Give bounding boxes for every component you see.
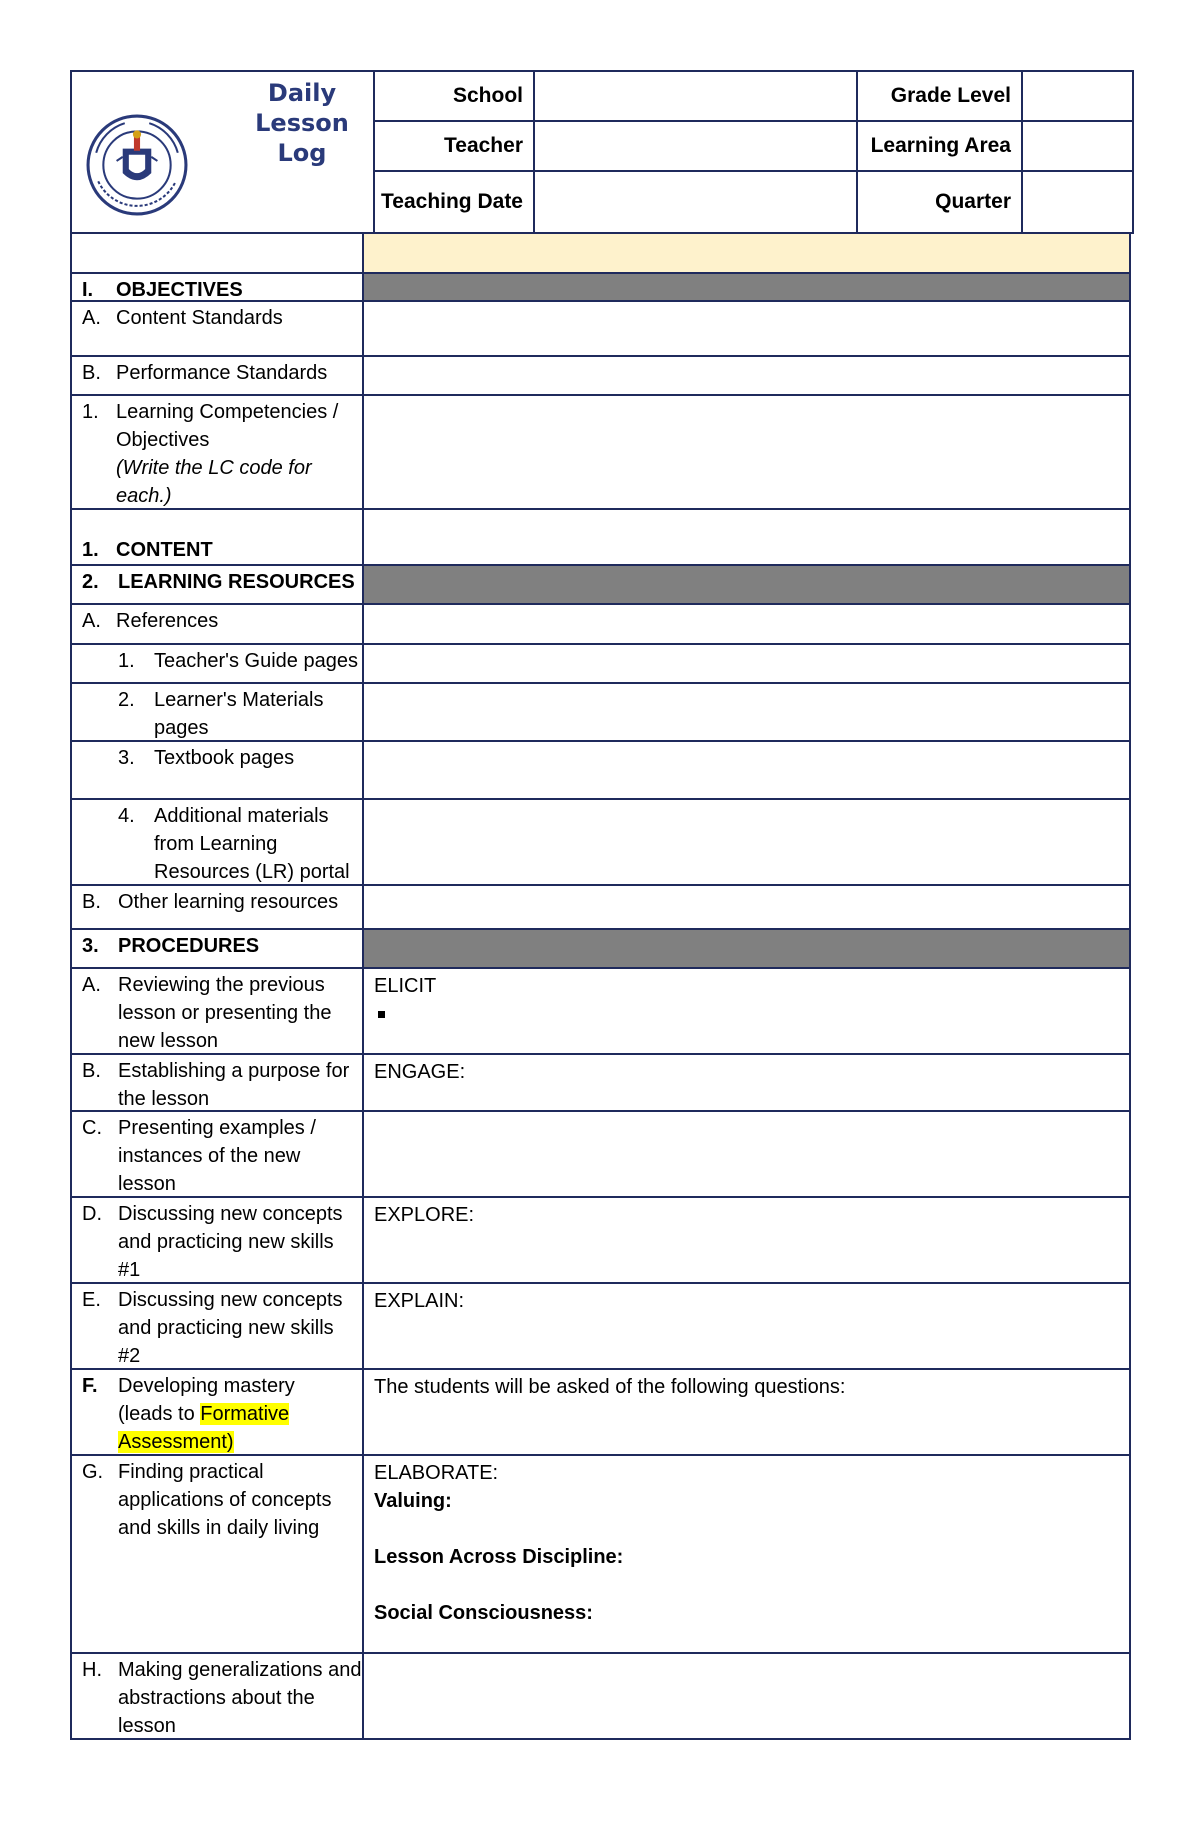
- text-line: Finding practical: [118, 1461, 264, 1483]
- table-row: [70, 1112, 1131, 1198]
- procedure-g-label: [72, 1456, 364, 1652]
- table-row: [70, 684, 1131, 742]
- table-row: [70, 1370, 1131, 1456]
- item-text: [116, 398, 338, 510]
- content-field[interactable]: [364, 510, 1129, 564]
- blank-label-cell: [72, 234, 364, 272]
- item-marker: B.: [82, 362, 101, 384]
- quarter-field[interactable]: [1023, 172, 1132, 232]
- text-line: Presenting examples /: [118, 1117, 316, 1139]
- references-label: [72, 605, 364, 643]
- procedure-a-field[interactable]: [364, 969, 1129, 1053]
- other-resources-label: [72, 886, 364, 928]
- section-title: CONTENT: [116, 539, 213, 561]
- text-line: Resources (LR) portal: [154, 861, 350, 883]
- item-text: Other learning resources: [118, 891, 339, 913]
- table-row: [70, 1198, 1131, 1284]
- teachers-guide-label: [72, 645, 364, 682]
- item-marker: A.: [82, 307, 101, 329]
- other-resources-field[interactable]: [364, 886, 1129, 928]
- table-row: [70, 1284, 1131, 1370]
- text-line: Learner's Materials: [154, 689, 324, 711]
- table-row: [70, 1456, 1131, 1654]
- performance-standards-field[interactable]: [364, 357, 1129, 394]
- item-text: Content Standards: [116, 307, 283, 329]
- item-text: [118, 1286, 343, 1370]
- item-text: [118, 1114, 316, 1198]
- item-text: [118, 1200, 343, 1284]
- learning-area-label: Learning Area: [858, 122, 1023, 172]
- text-line: applications of concepts: [118, 1489, 332, 1511]
- section-title: OBJECTIVES: [116, 279, 243, 301]
- procedure-f-field[interactable]: [364, 1370, 1129, 1454]
- objectives-heading: [72, 274, 364, 300]
- section-title: PROCEDURES: [118, 935, 260, 957]
- item-marker: B.: [82, 891, 101, 913]
- explain-label: EXPLAIN:: [374, 1290, 465, 1312]
- item-marker: A.: [82, 974, 101, 996]
- item-marker: H.: [82, 1659, 102, 1681]
- lesson-across-discipline-label: Lesson Across Discipline:: [374, 1546, 624, 1568]
- item-marker: 2.: [118, 689, 135, 711]
- procedure-h-label: [72, 1654, 364, 1738]
- gray-band: [364, 566, 1129, 603]
- competencies-label: [72, 396, 364, 508]
- objectives-heading-row: [70, 274, 1131, 302]
- teaching-date-field[interactable]: [535, 172, 858, 232]
- item-text: Teacher's Guide pages: [154, 650, 358, 672]
- item-text: [154, 802, 350, 886]
- grade-level-field[interactable]: [1023, 72, 1132, 122]
- text-line: [118, 1400, 295, 1428]
- elaborate-label: ELABORATE:: [374, 1462, 499, 1484]
- gray-band: [364, 274, 1129, 300]
- spacer: [374, 1571, 1129, 1599]
- questions-text: The students will be asked of the following questions:: [374, 1376, 846, 1398]
- performance-standards-label: [72, 357, 364, 394]
- section-marker: 3.: [82, 935, 99, 957]
- item-text: [154, 686, 323, 742]
- table-row: [70, 357, 1131, 396]
- text-line: Developing mastery: [118, 1375, 295, 1397]
- text-line: Objectives: [116, 429, 210, 451]
- spacer: [374, 1515, 1129, 1543]
- grade-level-label: Grade Level: [858, 72, 1023, 122]
- item-text: [118, 1372, 295, 1456]
- table-row: [70, 742, 1131, 800]
- item-text: Performance Standards: [116, 362, 328, 384]
- table-row: [70, 969, 1131, 1055]
- references-field[interactable]: [364, 605, 1129, 643]
- item-marker: D.: [82, 1203, 102, 1225]
- text-line: Establishing a purpose for: [118, 1060, 350, 1082]
- bullet-line: [374, 1000, 1129, 1028]
- table-row: [70, 1055, 1131, 1112]
- text-line: new lesson: [118, 1030, 219, 1052]
- text-line: abstractions about the: [118, 1687, 315, 1709]
- section-title: LEARNING RESOURCES: [118, 571, 355, 593]
- school-field[interactable]: [535, 72, 858, 122]
- procedure-g-field[interactable]: [364, 1456, 1129, 1652]
- section-marker: 1.: [82, 539, 99, 561]
- item-marker: F.: [82, 1375, 98, 1397]
- procedures-heading: [72, 930, 364, 967]
- item-text: References: [116, 610, 219, 632]
- additional-materials-field[interactable]: [364, 800, 1129, 884]
- item-marker: A.: [82, 610, 101, 632]
- procedure-e-label: [72, 1284, 364, 1368]
- text-plain: (leads to: [118, 1403, 201, 1425]
- document-title: [242, 78, 362, 168]
- cream-cell[interactable]: [364, 234, 1129, 272]
- text-line: Making generalizations and: [118, 1659, 362, 1681]
- social-consciousness-label: Social Consciousness:: [374, 1602, 593, 1624]
- resources-heading: [72, 566, 364, 603]
- school-label: School: [375, 72, 535, 122]
- additional-materials-label: [72, 800, 364, 884]
- item-text: Textbook pages: [154, 747, 295, 769]
- resources-heading-row: [70, 566, 1131, 605]
- quarter-label: Quarter: [858, 172, 1023, 232]
- table-row: [70, 396, 1131, 510]
- teachers-guide-field[interactable]: [364, 645, 1129, 682]
- text-line: [118, 1428, 295, 1456]
- explore-label: EXPLORE:: [374, 1204, 475, 1226]
- table-row: [70, 645, 1131, 684]
- textbook-field[interactable]: [364, 742, 1129, 798]
- logo-cell: [72, 72, 375, 232]
- table-row: [70, 234, 1131, 274]
- item-marker: E.: [82, 1289, 101, 1311]
- text-line: instances of the new: [118, 1145, 301, 1167]
- gray-band: [364, 930, 1129, 967]
- content-standards-label: [72, 302, 364, 355]
- table-row: [70, 800, 1131, 886]
- procedure-d-label: [72, 1198, 364, 1282]
- text-line: Learning Competencies /: [116, 401, 339, 423]
- procedures-heading-row: [70, 930, 1131, 969]
- procedure-d-field[interactable]: [364, 1198, 1129, 1282]
- table-row: [70, 510, 1131, 566]
- text-line: #2: [118, 1345, 141, 1367]
- procedure-c-label: [72, 1112, 364, 1196]
- text-line: lesson or presenting the: [118, 1002, 332, 1024]
- title-line: Log: [277, 139, 327, 167]
- item-text: [118, 1057, 349, 1113]
- teacher-field[interactable]: [535, 122, 858, 172]
- deped-seal-logo: [86, 114, 188, 216]
- highlighted-text: Assessment): [118, 1431, 234, 1453]
- square-bullet-icon: [378, 1011, 385, 1018]
- learning-area-field[interactable]: [1023, 122, 1132, 172]
- learners-materials-label: [72, 684, 364, 740]
- text-line: the lesson: [118, 1088, 210, 1110]
- item-marker: G.: [82, 1461, 104, 1483]
- text-line: Discussing new concepts: [118, 1289, 343, 1311]
- text-line: and practicing new skills: [118, 1317, 334, 1339]
- note-line: each.): [116, 485, 172, 507]
- table-row: [70, 302, 1131, 357]
- table-row: [70, 605, 1131, 645]
- section-marker: 2.: [82, 571, 99, 593]
- procedure-e-field[interactable]: [364, 1284, 1129, 1368]
- textbook-label: [72, 742, 364, 798]
- table-row: [70, 1654, 1131, 1740]
- highlighted-text: Formative: [200, 1403, 290, 1425]
- item-marker: C.: [82, 1117, 102, 1139]
- teacher-label: Teacher: [375, 122, 535, 172]
- procedure-b-label: [72, 1055, 364, 1110]
- text-line: and practicing new skills: [118, 1231, 334, 1253]
- text-line: Reviewing the previous: [118, 974, 325, 996]
- text-line: Discussing new concepts: [118, 1203, 343, 1225]
- content-heading: [72, 510, 364, 564]
- valuing-label: Valuing:: [374, 1490, 452, 1512]
- section-marker: I.: [82, 279, 94, 301]
- item-text: [118, 1656, 362, 1740]
- content-standards-field[interactable]: [364, 302, 1129, 355]
- procedure-c-field[interactable]: [364, 1112, 1129, 1196]
- procedure-b-field[interactable]: [364, 1055, 1129, 1110]
- competencies-field[interactable]: [364, 396, 1129, 508]
- item-marker: B.: [82, 1060, 101, 1082]
- text-line: pages: [154, 717, 209, 739]
- item-marker: 3.: [118, 747, 135, 769]
- item-text: [118, 971, 331, 1055]
- title-line: Daily: [267, 79, 337, 107]
- table-row: [70, 886, 1131, 930]
- text-line: lesson: [118, 1715, 176, 1737]
- text-line: lesson: [118, 1173, 176, 1195]
- learners-materials-field[interactable]: [364, 684, 1129, 740]
- header-table: [70, 70, 1134, 234]
- text-line: from Learning: [154, 833, 278, 855]
- procedure-a-label: [72, 969, 364, 1053]
- note-line: (Write the LC code for: [116, 457, 312, 479]
- text-line: and skills in daily living: [118, 1517, 320, 1539]
- title-line: Lesson: [255, 109, 349, 137]
- elicit-label: ELICIT: [374, 975, 437, 997]
- procedure-f-label: [72, 1370, 364, 1454]
- procedure-h-field[interactable]: [364, 1654, 1129, 1738]
- text-line: #1: [118, 1259, 141, 1281]
- item-marker: 1.: [118, 650, 135, 672]
- item-marker: 4.: [118, 805, 135, 827]
- item-marker: 1.: [82, 401, 99, 423]
- text-line: Additional materials: [154, 805, 329, 827]
- teaching-date-label: Teaching Date: [375, 172, 535, 232]
- engage-label: ENGAGE:: [374, 1061, 466, 1083]
- item-text: [118, 1458, 331, 1542]
